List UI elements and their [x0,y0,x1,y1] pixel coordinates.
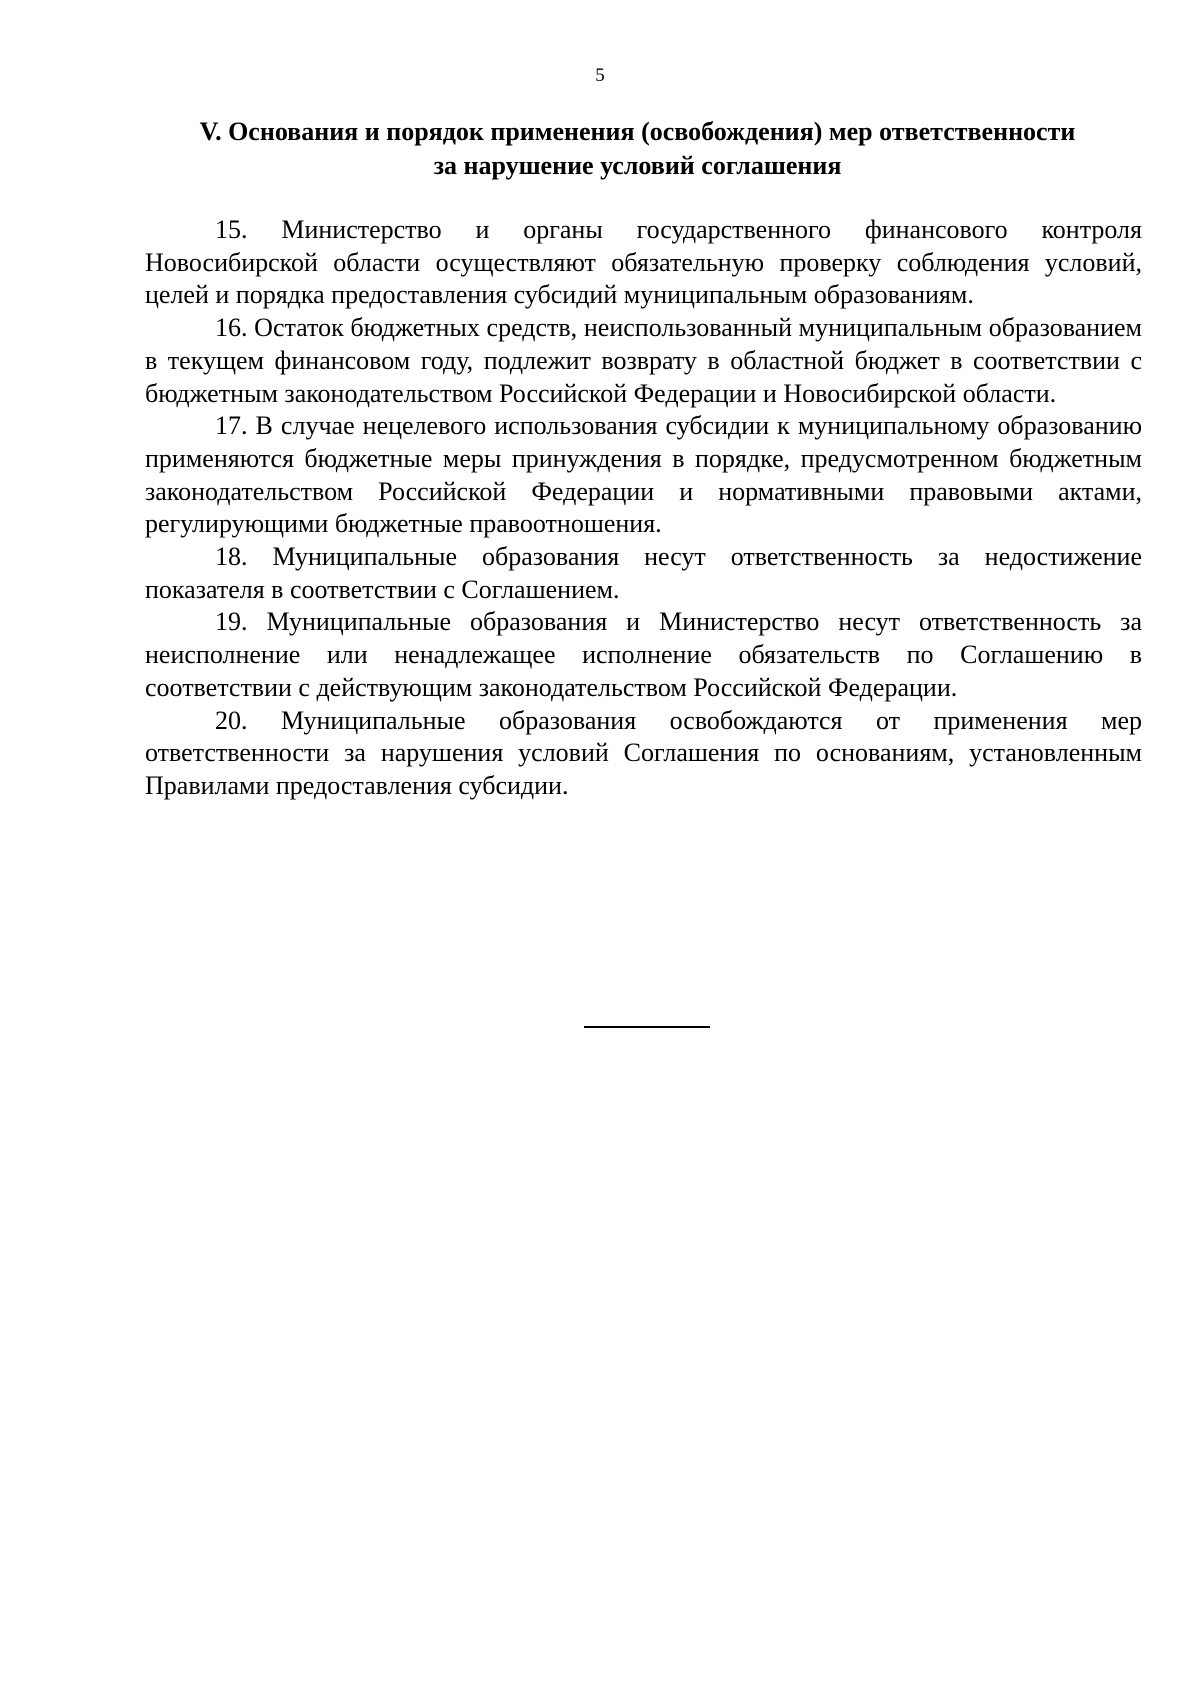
section-heading-line-1: V. Основания и порядок применения (освобождения) мер ответственности [199,117,1076,146]
paragraph-16: 16. Остаток бюджетных средств, неиспользованный муниципальным образованием в текущем финансовом году, подлежит возврату в областной бюджет в соответствии с бюджетным законодательством Российской Федерации и Новосибирской области. [145,313,1142,408]
page-number: 5 [595,65,605,86]
section-heading [145,115,1130,183]
document-body [145,214,1142,803]
paragraph-20: 20. Муниципальные образования освобождаются от применения мер ответственности за нарушения условий Соглашения по основаниям, установленным Правилами предоставления субсидии. [145,705,1142,800]
section-heading-line-2: за нарушение условий соглашения [433,151,842,180]
paragraph-15: 15. Министерство и органы государственного финансового контроля Новосибирской области осуществляют обязательную проверку соблюдения условий, целей и порядка предоставления субсидий муниципальным образованиям. [145,215,1142,310]
paragraph-17: 17. В случае нецелевого использования субсидии к муниципальному образованию применяются бюджетные меры принуждения в порядке, предусмотренном бюджетным законодательством Российской Федерации и нормативными правовыми актами, регулирующими бюджетные правоотношения. [145,411,1142,539]
end-of-document-rule [584,1026,710,1028]
paragraph-19: 19. Муниципальные образования и Министерство несут ответственность за неисполнение или ненадлежащее исполнение обязательств по Соглашению в соответствии с действующим законодательством Российской Федерации. [145,607,1142,702]
paragraph-18: 18. Муниципальные образования несут ответственность за недостижение показателя в соответствии с Соглашением. [145,542,1142,604]
